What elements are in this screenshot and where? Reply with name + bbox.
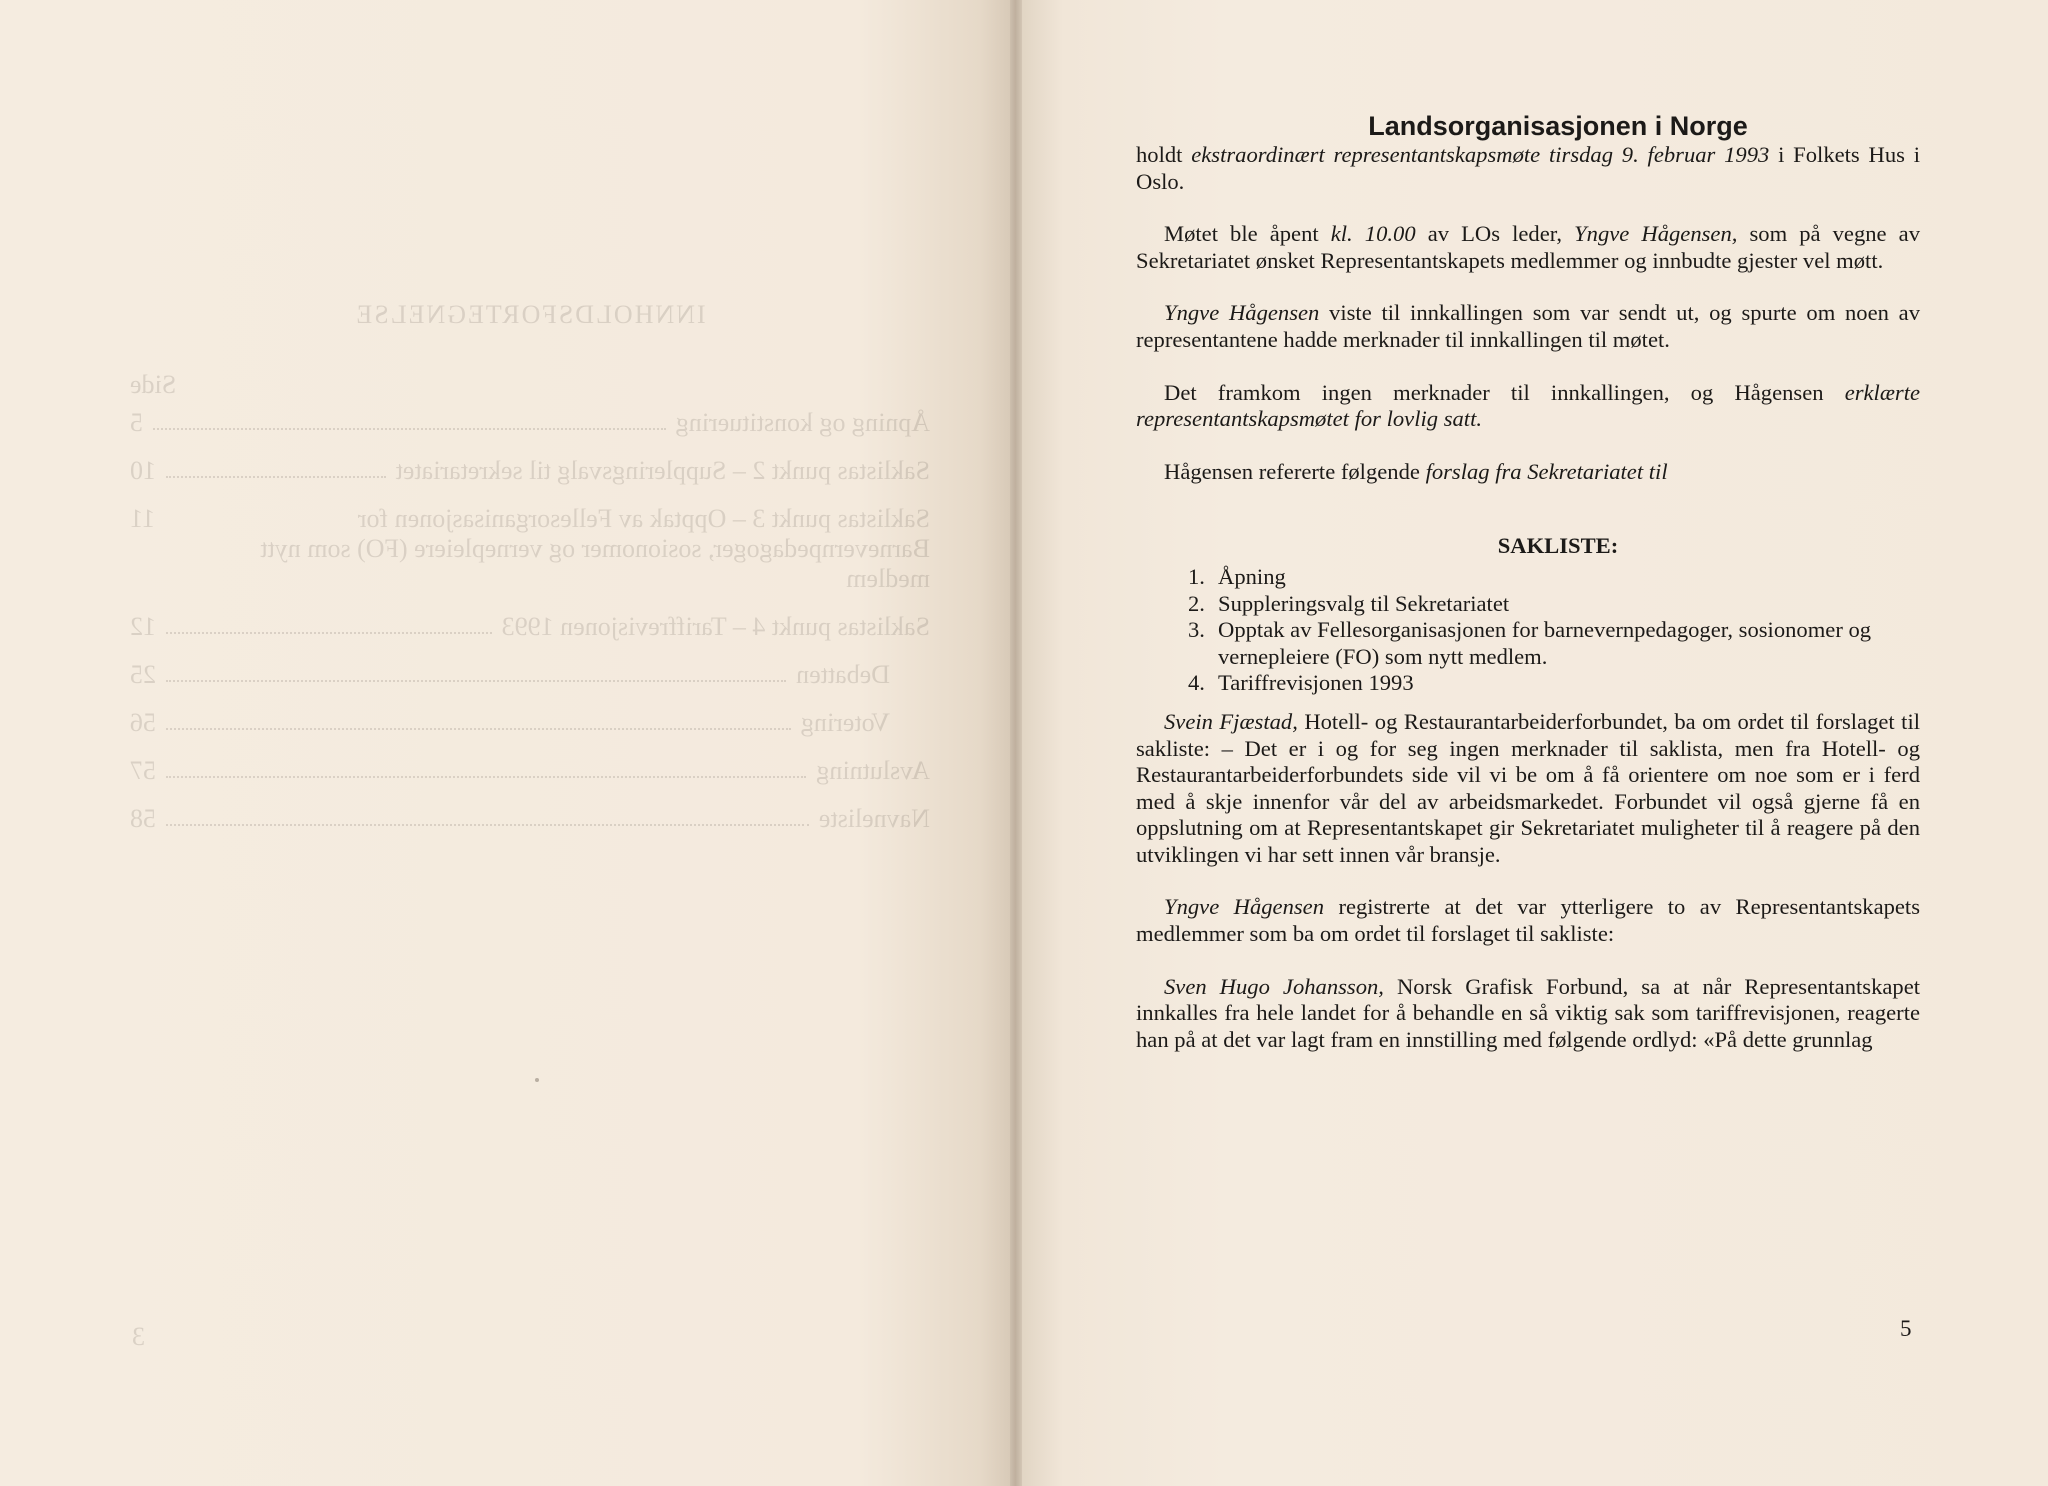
showthrough-title: INNHOLDSFORTEGNELSE [354,300,706,329]
showthrough-entry: Debatten 25 [130,660,890,689]
showthrough-entry: Åpning og konstituering 5 [130,408,930,437]
paragraph-intro: holdt ekstraordinært representantskapsmøte tirsdag 9. februar 1993 i Folkets Hus i Oslo. [1136,142,1920,194]
paragraph-johansson: Sven Hugo Johansson, Norsk Grafisk Forbund, sa at når Representantskapet innkalles fra hele landet for å behandle en så viktig sak som tariffrevisjonen, reagerte han på at det var lagt fram en innstilling med følgende ordlyd: «På dette grunnlag [1136,973,1921,1052]
showthrough-entry: Navneliste 58 [130,804,930,833]
agenda-list [1136,564,1920,697]
paragraph-registration: Yngve Hågensen registrerte at det var ytterligere to av Representantskapets medlemmer som ba om ordet til forslaget til sakliste: [1136,894,1921,947]
showthrough-entry: Votering 56 [130,708,890,737]
paragraph-no-remarks: Det framkom ingen merknader til innkallingen, og Hågensen erklærte representantskapsmøtet for lovlig satt. [1136,379,1920,432]
left-page [0,0,1010,1486]
paragraph-fjaestad: Svein Fjæstad, Hotell- og Restaurantarbeiderforbundet, ba om ordet til forslaget til sakliste: – Det er i og for seg ingen merknader til saklista, men fra Hotell- og Restaurantarbeiderforbundets side vil vi be om å få orientere om noe som er i ferd med å skje innenfor vår del av arbeidsmarkedet. Forbundet vil også gjerne få en oppslutning om at Representantskapet gir Sekretariatet muligheter til å reagere på den utviklingen vi har sett innen vår bransje. [1136,708,1920,867]
showthrough-entry: Saklistas punkt 3 – Opptak av Fellesorganisasjonen for Barnevernpedagoger, sosionomer og vernepleiere (FO) som nytt medlem 11 [130,504,930,593]
showthrough-side-label: Side [130,370,177,399]
page-title: Landsorganisasjonen i Norge [1368,111,1748,141]
text-column [1136,110,1920,1053]
showthrough-page-number: 3 [132,1322,145,1351]
book-gutter [1010,0,1022,1486]
right-page [1022,0,2048,1486]
paper-speck [535,1078,539,1082]
showthrough-entry: Saklistas punkt 2 – Suppleringsvalg til sekretariatet 10 [130,456,930,485]
showthrough-entry: Avslutning 57 [130,756,930,785]
agenda-heading: SAKLISTE: [1497,533,1619,559]
agenda-item: 4. Tariffrevisjonen 1993 [1188,670,1414,696]
paragraph-opening: Møtet ble åpent kl. 10.00 av LOs leder, Yngve Hågensen, som på vegne av Sekretariatet ønsket Representantskapets medlemmer og innbudte gjester vel møtt. [1136,221,1920,273]
showthrough-contents [130,300,930,852]
paragraph-proposal: Hågensen refererte følgende forslag fra Sekretariatet til [1164,458,1668,484]
paragraph-notice: Yngve Hågensen viste til innkallingen som var sendt ut, og spurte om noen av representantene hadde merknader til innkallingen til møtet. [1136,300,1920,352]
agenda-item: 2. Suppleringsvalg til Sekretariatet [1188,590,1510,616]
agenda-item: 1. Åpning [1188,563,1286,589]
showthrough-entry: Saklistas punkt 4 – Tariffrevisjonen 1993 12 [130,612,930,641]
page-number: 5 [1900,1316,1912,1341]
agenda-item: 3. Opptak av Fellesorganisasjonen for barnevernpedagoger, sosionomer og vernepleiere (FO) som nytt medlem. [1188,617,1872,669]
